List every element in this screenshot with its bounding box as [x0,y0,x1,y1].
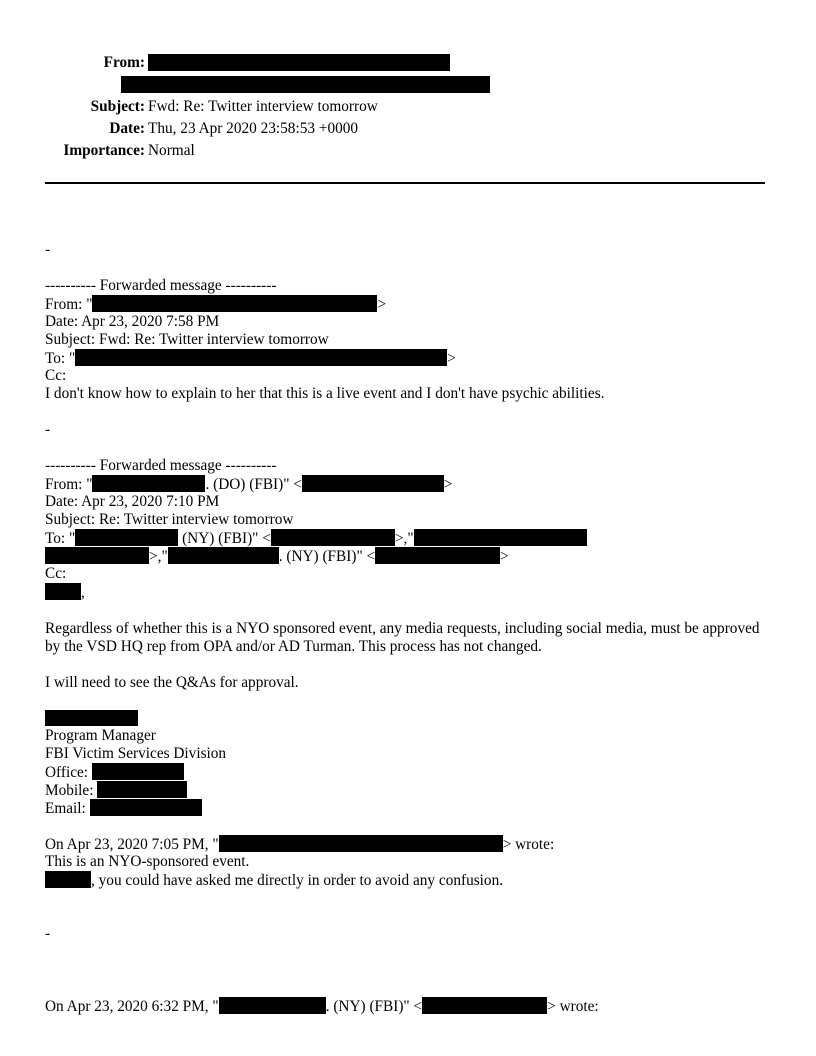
redacted-from-line2 [121,76,490,93]
fwd2-to-mid1: (NY) (FBI)" < [178,530,271,547]
quote1-line2 [45,871,503,890]
redacted-block [45,547,149,564]
redacted-block [92,295,377,312]
fwd2-to-mid2: >," [394,530,414,547]
date-value: Thu, 23 Apr 2020 23:58:53 +0000 [148,120,359,137]
redacted-block [168,547,279,564]
redacted-block [271,529,395,546]
fwd2-to-mid3: >," [149,548,168,565]
signature-email-line [45,799,202,818]
redacted-block [422,997,547,1014]
redacted-block [375,547,500,564]
quote1-prefix: On Apr 23, 2020 7:05 PM, " [45,836,219,853]
fwd2-cc: Cc: [45,565,67,582]
fwd2-paragraph-1: Regardless of whether this is a NYO sponsored event, any media requests, including social media, must be approved by the VSD HQ rep from OPA and/or AD Turman. This process has not changed. [45,620,760,655]
fwd1-to-line [45,349,456,368]
signature-mobile-line [45,781,187,800]
signature-division: FBI Victim Services Division [45,745,227,762]
fwd2-date: Date: Apr 23, 2020 7:10 PM [45,493,220,510]
fwd2-subject: Subject: Re: Twitter interview tomorrow [45,511,294,528]
redacted-block [75,529,178,546]
fwd1-date: Date: Apr 23, 2020 7:58 PM [45,313,220,330]
redacted-block [45,583,81,600]
quote2-prefix: On Apr 23, 2020 6:32 PM, " [45,998,219,1015]
subject-value: Fwd: Re: Twitter interview tomorrow [148,98,378,115]
quote1-line1: This is an NYO-sponsored event. [45,853,250,870]
redacted-block [219,997,326,1014]
fwd2-from-mid: . (DO) (FBI)" < [205,476,302,493]
redacted-block [92,475,205,492]
fwd1-to-suffix: > [447,350,456,367]
fwd2-to-mid4: . (NY) (FBI)" < [278,548,376,565]
fwd2-greeting-suffix: , [81,584,85,601]
signature-office-line [45,763,184,782]
dash-separator: - [45,421,51,438]
signature-office-label: Office: [45,764,89,781]
fwd2-paragraph-2: I will need to see the Q&As for approval. [45,674,299,691]
dash-separator: - [45,925,51,942]
fwd2-to-suffix: > [500,548,509,565]
quote2-mid: . (NY) (FBI)" < [325,998,423,1015]
redacted-block [90,799,202,816]
redacted-from-line1 [148,54,450,71]
fwd2-to-prefix: To: " [45,530,76,547]
signature-mobile-label: Mobile: [45,782,94,799]
fwd1-from-suffix: > [377,296,387,313]
header-divider [45,182,765,184]
signature-title: Program Manager [45,727,156,744]
quote1-attribution [45,835,554,854]
quote1-suffix: > wrote: [502,836,555,853]
fwd2-to-line1 [45,529,587,548]
fwd2-from-suffix: > [443,476,453,493]
forwarded-separator: ---------- Forwarded message ---------- [45,457,277,474]
fwd1-cc: Cc: [45,367,67,384]
dash-separator: - [45,241,51,258]
redacted-block [414,529,587,546]
fwd2-from-line [45,475,453,494]
fwd2-greeting [45,583,85,602]
quote1-line2-text: , you could have asked me directly in order to avoid any confusion. [91,872,504,889]
fwd1-from-line [45,295,386,314]
quote2-attribution [45,997,599,1016]
redacted-block [92,763,184,780]
importance-label: Importance: [63,142,145,159]
redacted-block [97,781,187,798]
importance-value: Normal [148,142,195,159]
quote2-suffix: > wrote: [547,998,599,1015]
signature-email-label: Email: [45,800,86,817]
redacted-block [219,835,503,852]
forwarded-separator: ---------- Forwarded message ---------- [45,277,277,294]
fwd1-to-prefix: To: " [45,350,76,367]
redacted-signature-name [45,710,138,726]
from-label: From: [103,54,145,71]
fwd1-from-prefix: From: " [45,296,93,313]
redacted-block [75,349,447,366]
redacted-block [302,475,444,492]
date-label: Date: [109,120,145,137]
fwd1-message: I don't know how to explain to her that this is a live event and I don't have psychic abilities. [45,385,605,402]
fwd2-from-prefix: From: " [45,476,93,493]
subject-label: Subject: [90,98,145,115]
fwd2-to-line2 [45,547,509,566]
redacted-block [45,871,91,888]
fwd1-subject: Subject: Fwd: Re: Twitter interview tomorrow [45,331,329,348]
